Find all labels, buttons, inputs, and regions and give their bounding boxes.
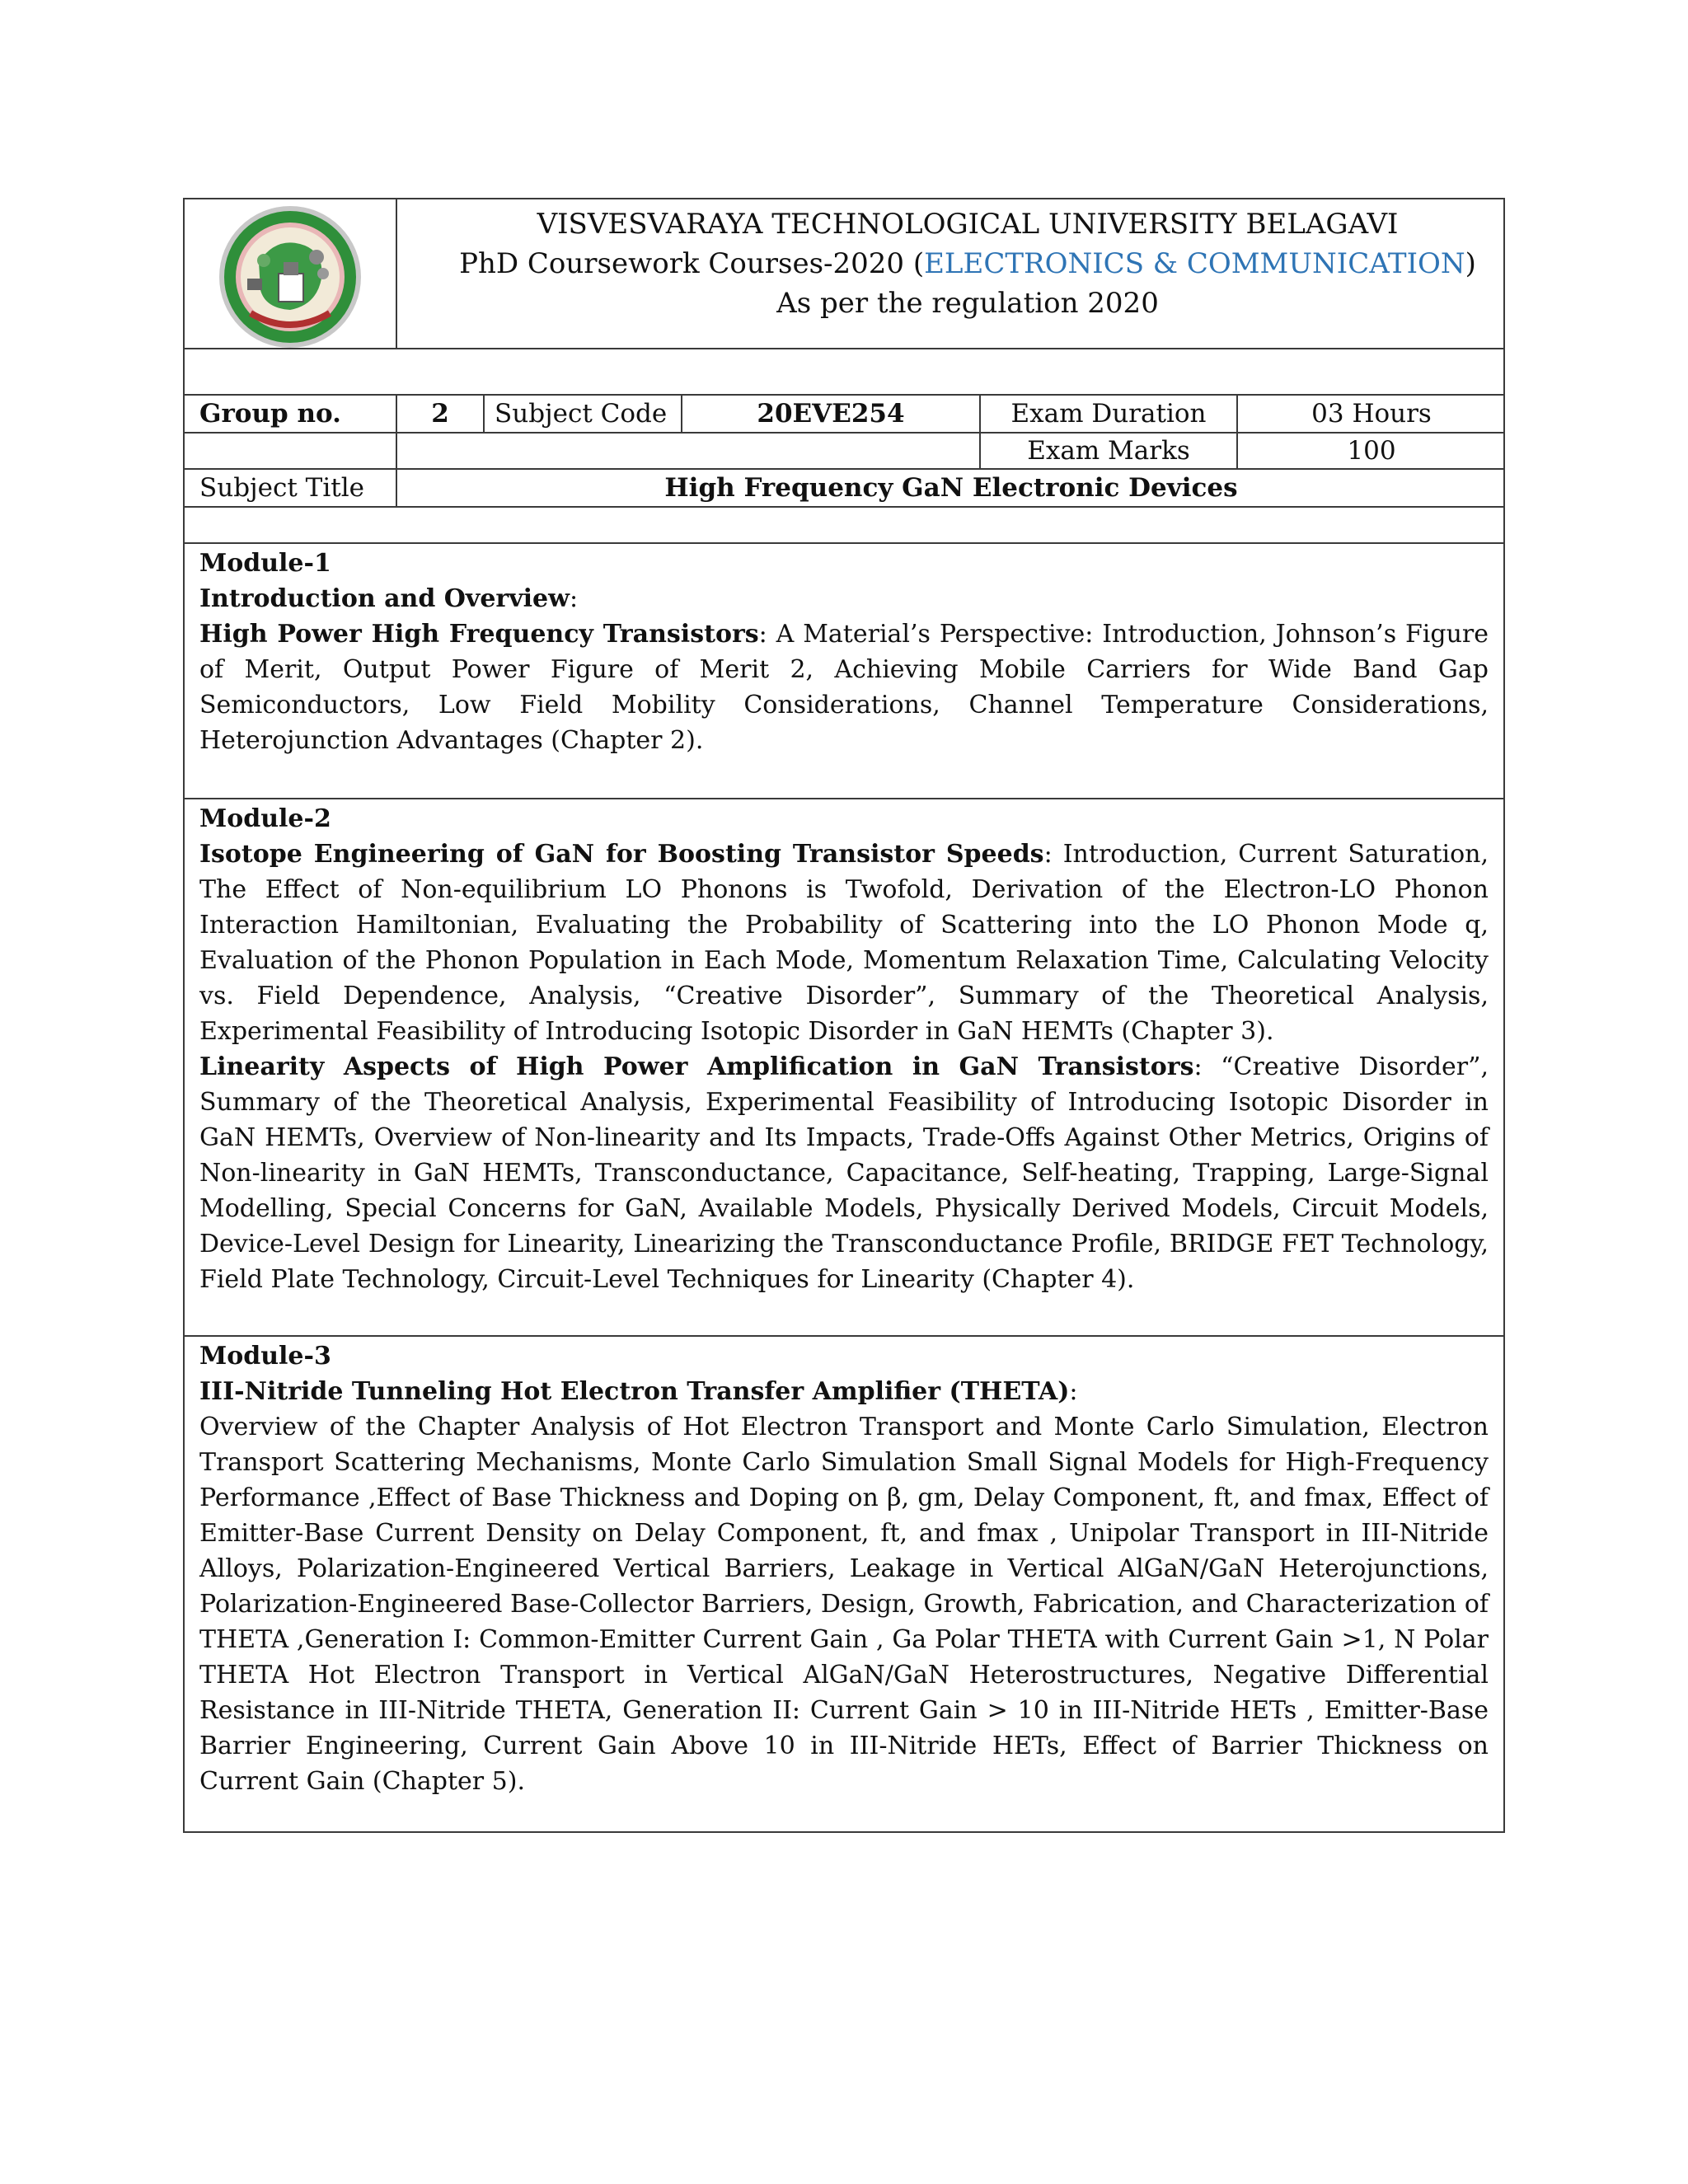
- module-content: [199, 616, 1489, 758]
- module-content: [199, 837, 1489, 1049]
- module-1: [199, 546, 1489, 758]
- exam-marks-value: 100: [1347, 436, 1396, 466]
- regulation-note: As per the regulation 2020: [776, 287, 1159, 320]
- module-body: : “Creative Disorder”, Summary of the Theoretical Analysis, Experimental Feasibility of Introducing Isotopic Disorder in GaN HEMTs, Overview of Non-linearity and Its Impacts, Trade-Offs Against Other Metrics, Origins of Non-linearity in GaN HEMTs, Transconductance, Capacitance, Self-heating, Trapping, Large-Signal Modelling, Special Concerns for GaN, Available Models, Physically Derived Models, Circuit Models, Device-Level Design for Linearity, Linearizing the Transconductance Profile, BRIDGE FET Technology, Field Plate Technology, Circuit-Level Techniques for Linearity (Chapter 4).: [199, 1052, 1489, 1294]
- module-topic-suffix: :: [569, 584, 579, 613]
- module-topic: [199, 1374, 1489, 1409]
- module-content: Overview of the Chapter Analysis of Hot Electron Transport and Monte Carlo Simulation, Electron Transport Scattering Mechanisms, Monte Carlo Simulation Small Signal Models for High-Frequency Performance ,Effect of Base Thickness and Doping on β, gm, Delay Component, ft, and fmax, Effect of Emitter-Base Current Density on Delay Component, ft, and fmax , Unipolar Transport in III-Nitride Alloys, Polarization-Engineered Vertical Barriers, Leakage in Vertical AlGaN/GaN Heterojunctions, Polarization-Engineered Base-Collector Barriers, Design, Growth, Fabrication, and Characterization of THETA ,Generation I: Common-Emitter Current Gain , Ga Polar THETA with Current Gain >1, N Polar THETA Hot Electron Transport in Vertical AlGaN/GaN Heterostructures, Negative Differential Resistance in III-Nitride THETA, Generation II: Current Gain > 10 in III-Nitride HETs , Emitter-Base Barrier Engineering, Current Gain Above 10 in III-Nitride HETs, Effect of Barrier Thickness on Current Gain (Chapter 5).: [199, 1413, 1489, 1796]
- module-topic: [199, 581, 1489, 616]
- syllabus-table: [183, 198, 1505, 1833]
- divider: [185, 542, 1503, 544]
- divider: [185, 798, 1503, 799]
- subject-title-label: Subject Title: [199, 473, 364, 503]
- module-heading: High Power High Frequency Transistors: [199, 620, 759, 649]
- module-title: Module-1: [199, 549, 331, 578]
- module-title: Module-3: [199, 1342, 331, 1371]
- module-2: [199, 801, 1489, 1297]
- university-name: VISVESVARAYA TECHNOLOGICAL UNIVERSITY BELAGAVI: [537, 208, 1399, 241]
- divider: [185, 348, 1503, 349]
- university-seal-logo: [218, 204, 363, 349]
- divider: [185, 506, 1503, 508]
- module-heading: Linearity Aspects of High Power Amplification in GaN Transistors: [199, 1052, 1194, 1081]
- course-title-prefix: PhD Coursework Courses-2020 (: [459, 247, 925, 280]
- module-heading: III-Nitride Tunneling Hot Electron Transfer Amplifier (THETA): [199, 1377, 1070, 1406]
- module-3: [199, 1338, 1489, 1799]
- divider: [483, 394, 485, 432]
- exam-duration-value: 03 Hours: [1311, 399, 1432, 429]
- divider: [396, 199, 397, 348]
- subject-title-value: High Frequency GaN Electronic Devices: [664, 473, 1238, 503]
- exam-marks-label: Exam Marks: [1027, 436, 1190, 466]
- module-heading: Isotope Engineering of GaN for Boosting Transistor Speeds: [199, 840, 1044, 869]
- divider: [185, 1335, 1503, 1337]
- module-title: Module-2: [199, 804, 331, 833]
- module-content: [199, 1049, 1489, 1297]
- course-branch: ELECTRONICS & COMMUNICATION: [924, 247, 1465, 280]
- module-body: : A Material’s Perspective: Introduction, Johnson’s Figure of Merit, Output Power Figure of Merit 2, Achieving Mobile Carriers for Wide Band Gap Semiconductors, Low Field Mobility Considerations, Channel Temperature Considerations, Heterojunction Advantages (Chapter 2).: [199, 620, 1489, 755]
- subject-code-value: 20EVE254: [757, 399, 905, 429]
- subject-code-label: Subject Code: [495, 399, 668, 429]
- module-topic-heading: Introduction and Overview: [199, 584, 570, 613]
- group-label: Group no.: [199, 399, 341, 429]
- module-heading-suffix: :: [1069, 1377, 1078, 1406]
- module-body: : Introduction, Current Saturation, The Effect of Non-equilibrium LO Phonons is Twofold, Derivation of the Electron-LO Phonon Interaction Hamiltonian, Evaluating the Probability of Scattering into the LO Phonon Mode q, Evaluation of the Phonon Population in Each Mode, Momentum Relaxation Time, Calculating Velocity vs. Field Dependence, Analysis, “Creative Disorder”, Summary of the Theoretical Analysis, Experimental Feasibility of Introducing Isotopic Disorder in GaN HEMTs (Chapter 3).: [199, 840, 1489, 1046]
- group-value: 2: [431, 399, 449, 429]
- exam-duration-label: Exam Duration: [1010, 399, 1207, 429]
- course-title: [432, 244, 1503, 284]
- course-title-suffix: ): [1465, 247, 1476, 280]
